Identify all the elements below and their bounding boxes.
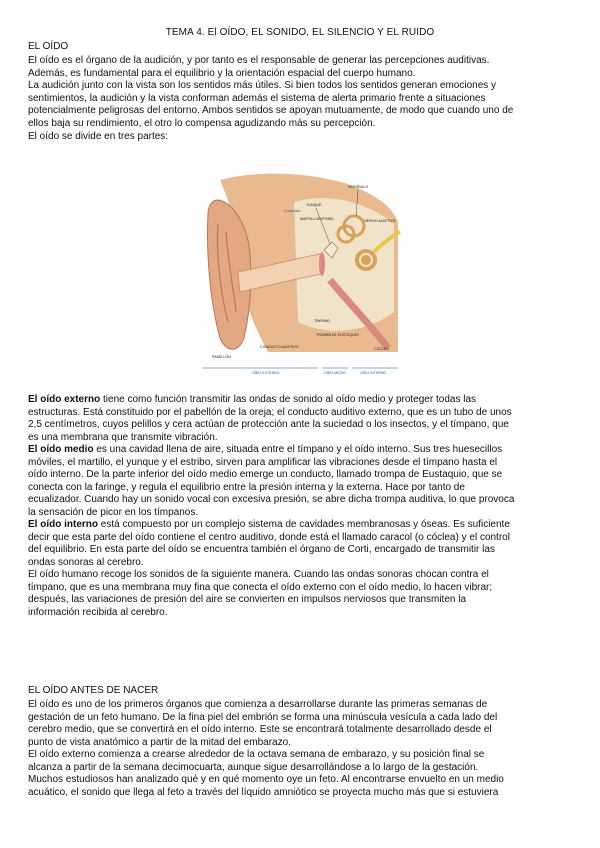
bold-term: El oído externo (28, 394, 101, 405)
label-huesecillos: 3 osículos (284, 209, 301, 213)
text-line: es una membrana que transmite vibración. (28, 431, 218, 443)
label-pabellon: PABELLÓN (212, 355, 231, 359)
paragraph-antes-de-nacer-1 (28, 699, 576, 749)
text-line: alcanza a partir de la semana decimocuarta, aunque sigue desarrollándose a lo largo de la gestación. (28, 761, 479, 773)
text-line: decir que esta parte del oído contiene el centro auditivo, donde está el llamado caracol (o cóclea) y el control (28, 531, 510, 543)
tympanic-membrane (319, 252, 325, 276)
label-oido-externo: OÍDO EXTERNO (252, 371, 280, 375)
text-line: El oído es el órgano de la audición, y por tanto es el responsable de generar las percepciones auditivas. (28, 55, 490, 66)
text-line: conecta con la faringe, y regula el equilibrio entre la presión interna y la externa. Hace por tanto de (28, 481, 465, 493)
text-line: El oído externo tiene como función transmitir las ondas de sonido al oído medio y proteger todas las (28, 394, 477, 405)
text-line: punto de vista anatómico a partir de la mitad del embarazo. (28, 736, 291, 748)
label-estribo: ESTRIBO (318, 217, 334, 221)
label-conducto: CONDUCTO AUDITIVO (260, 345, 299, 349)
text-line: El oído es uno de los primeros órganos que comienza a desarrollarse durante las primeras semanas de (28, 699, 488, 710)
text-line: Muchos estudiosos han analizado qué y en qué momento oye un feto. Al encontrarse envuelto en un medio (28, 774, 504, 786)
text-line: 2,5 centímetros, cuyos pelillos y cera actúan de protección ante la suciedad o los insectos, y el tímpano, que (28, 419, 509, 431)
text-line: información recibida al cerebro. (28, 606, 168, 618)
label-oido-medio: OÍDO MEDIO (324, 371, 346, 375)
bold-term: El oído interno (28, 519, 98, 530)
text-line: del equilibrio. En esta parte del oído se encuentra también el órgano de Corti, encargado de transmitir las (28, 544, 495, 556)
text-line: El oído externo comienza a crearse alrededor de la octava semana de embarazo, y su posición final se (28, 749, 485, 760)
paragraph-oido-medio (28, 444, 576, 520)
text-line: tímpano, que es una membrana muy fina que conecta el oído externo con el oído medio, lo hacen vibrar; (28, 581, 493, 593)
text-line: gestación de un feto humano. De la fina piel del embrión se forma una minúscula vesícula a cada lado del (28, 711, 498, 723)
text-line: La audición junto con la vista son los sentidos más útiles. Si bien todos los sentidos generan emociones y (28, 80, 497, 92)
text-line: potencialmente peligrosas del entorno. Ambos sentidos se apoyan mutuamente, de modo que cuando uno de (28, 105, 514, 117)
paragraph-antes-de-nacer-2 (28, 749, 576, 799)
text-line: ellos baja su rendimiento, el otro lo compensa agudizando más su percepción. (28, 117, 376, 129)
label-trompa: TROMPA DE EUSTAQUIO (316, 333, 359, 337)
intro-paragraph (28, 55, 576, 143)
label-oido-interno: OÍDO INTERNO (360, 371, 387, 375)
label-timpano: TÍMPANO (314, 319, 331, 323)
paragraph-oido-externo (28, 394, 576, 444)
section-heading-el-oido: EL OÍDO (28, 41, 69, 52)
text-line: Además, es fundamental para el equilibrio y la orientación espacial del cuerpo humano. (28, 67, 416, 79)
text-line: sentimientos, la audición y la vista conforman además el sistema de alerta primario frente a situaciones (28, 92, 486, 104)
text-line: móviles, el martillo, el yunque y el estribo, sirven para amplificar las vibraciones desde el tímpano hasta el (28, 456, 498, 468)
text-line: El oído medio es una cavidad llena de aire, situada entre el tímpano y el oído interno. Sus tres huesecillos (28, 444, 503, 455)
text-line: ondas sonoras al cerebro. (28, 556, 144, 568)
text-line: El oído interno está compuesto por un complejo sistema de cavidades membranosas y óseas. Es suficiente (28, 519, 510, 530)
text-line: estructuras. Está constituido por el pabellón de la oreja; el conducto auditivo externo, que es un tubo de unos (28, 406, 512, 418)
text-line: oído interno. De la parte inferior del oído medio emerge un conducto, llamado trompa de Eustaquio, que se (28, 469, 503, 481)
label-coclea: CÓCLEA (374, 347, 389, 351)
document-title: TEMA 4. El OÍDO, EL SONIDO, EL SILENCIO Y EL RUIDO (165, 27, 435, 38)
text-line: El oído se divide en tres partes: (28, 130, 169, 142)
text-line: El oído humano recoge los sonidos de la siguiente manera. Cuando las ondas sonoras chocan contra el (28, 569, 489, 580)
text-line: después, las variaciones de presión del aire se convierten en impulsos nerviosos que transmiten la (28, 594, 467, 606)
ear-anatomy-figure (198, 162, 404, 384)
text-line: la sensación de picor en los tímpanos. (28, 506, 199, 518)
paragraph-oido-interno (28, 519, 576, 569)
label-vestibulo: VESTÍBULO (348, 185, 369, 189)
text-line: cerebro medio, que se convertirá en el oído interno. Este se encontrará totalmente desarrollado desde el (28, 724, 492, 736)
label-yunque: YUNQUE (306, 203, 322, 207)
cochlea (355, 249, 377, 271)
text-line: acuático, el sonido que llega al feto a través del líquido amniótico se proyecta mucho más que si estuviera (28, 786, 499, 798)
ear-diagram (198, 162, 404, 384)
paragraph-recoge-sonidos (28, 569, 576, 619)
text-line: ecualizador. Cuando hay un sonido vocal con excesiva presión, se abre dicha trompa auditiva, lo que provoca (28, 494, 515, 506)
section-heading-antes-de-nacer: EL OÍDO ANTES DE NACER (28, 685, 159, 696)
label-martillo: MARTILLO (300, 217, 318, 221)
bold-term: El oído medio (28, 444, 94, 455)
label-nervio: NERVIO AUDITIVO (364, 219, 396, 223)
